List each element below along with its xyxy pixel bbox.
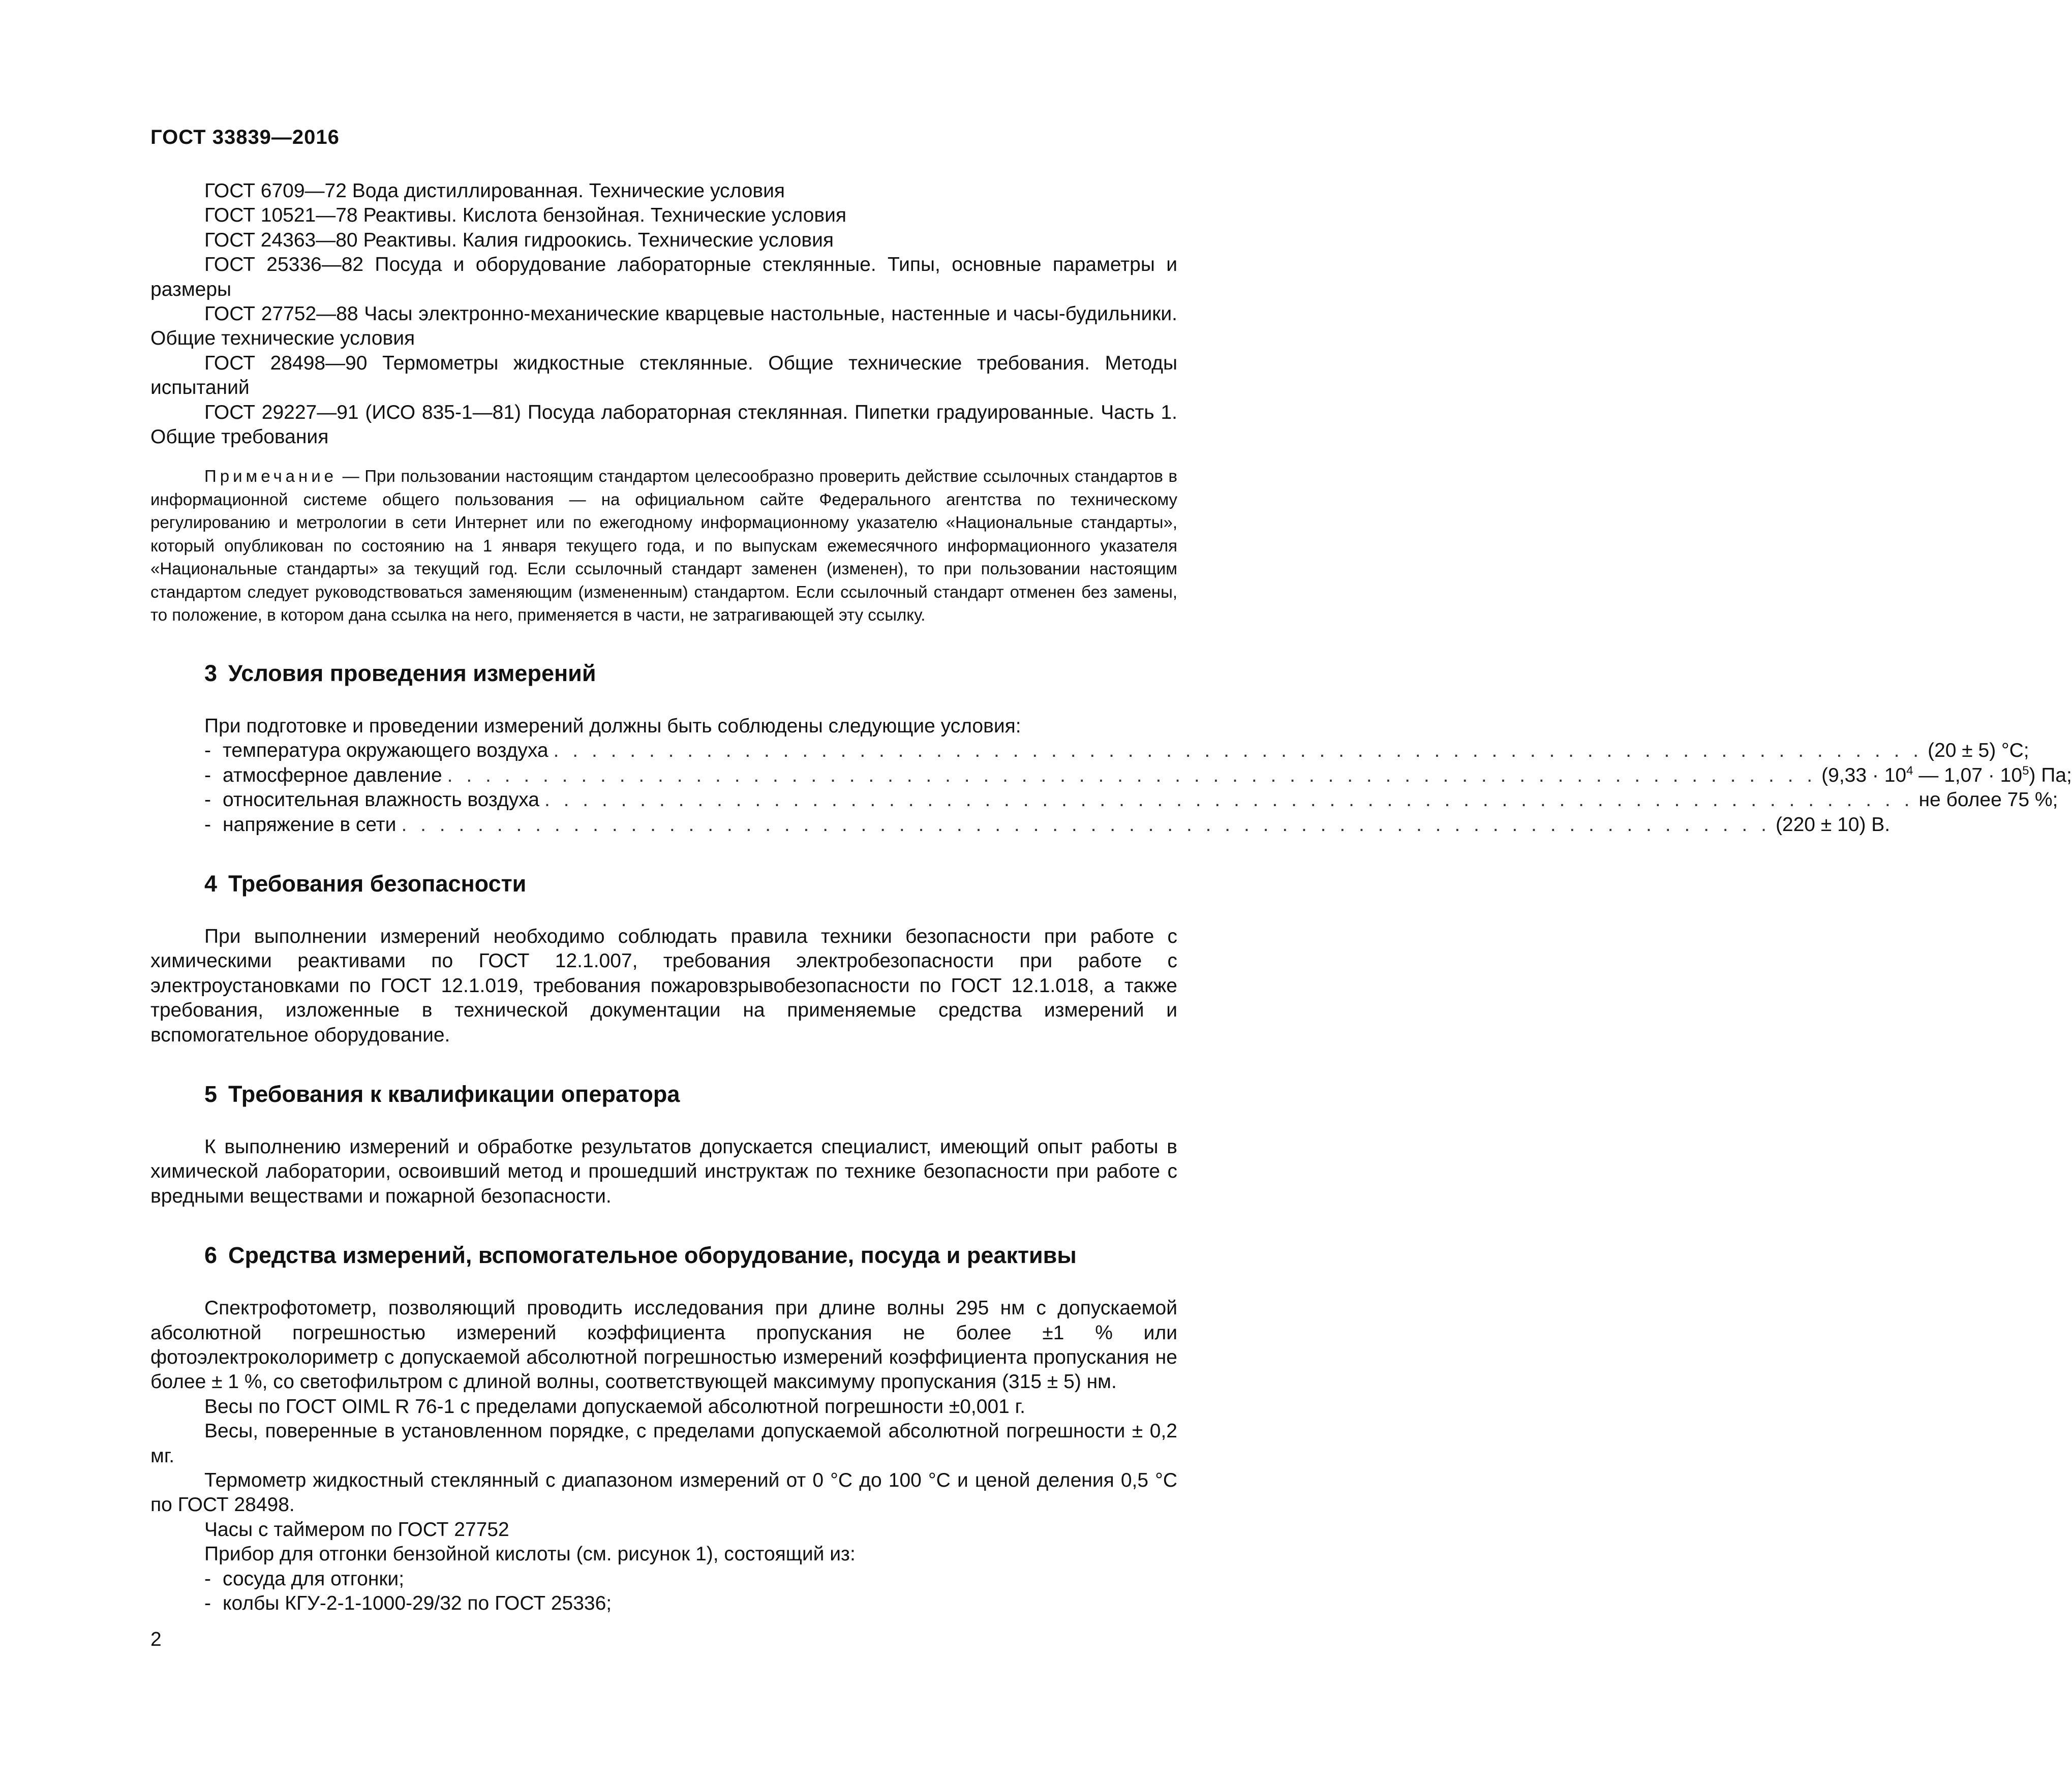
leader-dots: . . . . . . . . . . . . . . . . . . . . . . . . . . . . . . . . . . . . . . . . . . . . . . . . . . . . . . . . . . . . . . . . . . . . . . . . <box>544 789 1914 811</box>
note-text: — При пользовании настоящим стандартом целесообразно проверить действие ссылочных стандартов в информационной системе общего пользования — на официальном сайте Федерального агентства по техническому регулированию и метрологии в сети Интернет или по ежегодному информационному указателю «Национальные стандарты», который опубликован по состоянию на 1 января текущего года, и по выпускам ежемесячного информационного указателя «Национальные стандарты» за текущий год. Если ссылочный стандарт заменен (изменен), то при пользовании настоящим стандартом следует руководствоваться заменяющим (измененным) стандартом. Если ссылочный стандарт отменен без замены, то положение, в котором дана ссылка на него, применяется в части, не затрагивающей эту ссылку. <box>150 467 1177 625</box>
condition-value: (220 ± 10) В. <box>1775 813 1891 836</box>
list-dash: - <box>204 813 211 836</box>
leader-dots: . . . . . . . . . . . . . . . . . . . . . . . . . . . . . . . . . . . . . . . . . . . . . . . . . . . . . . . . . . . . . . . . . . . . . . . . <box>447 764 1817 786</box>
section-4-text: При выполнении измерений необходимо соблюдать правила техники безопасности при работе с химическими реактивами по ГОСТ 12.1.007, требования электробезопасности при работе с электроустановками по ГОСТ 12.1.019, требования пожаровзрывобезопасности по ГОСТ 12.1.018, а также требования, изложенные в технической документации на применяемые средства измерений и вспомогательное оборудование. <box>150 925 1177 1046</box>
note-paragraph <box>150 465 1177 627</box>
reference-item: ГОСТ 24363—80 Реактивы. Калия гидроокись. Технические условия <box>204 229 834 251</box>
condition-item <box>150 813 1891 837</box>
value-part: (9,33 · 10 <box>1821 764 1907 786</box>
condition-label: напряжение в сети <box>223 813 397 836</box>
section-number: 3 <box>204 660 218 686</box>
list-item <box>150 1567 1177 1591</box>
section-6-paragraph: Весы по ГОСТ OIML R 76-1 с пределами допускаемой абсолютной погрешности ±0,001 г. <box>204 1395 1025 1418</box>
reference-item: ГОСТ 27752—88 Часы электронно-механические кварцевые настольные, настенные и часы-будильники. Общие технические условия <box>150 303 1177 350</box>
page-number: 2 <box>150 1628 162 1650</box>
note-label: Примечание <box>204 467 338 486</box>
list-item-text: сосуда для отгонки; <box>223 1567 405 1590</box>
reference-item: ГОСТ 25336—82 Посуда и оборудование лабораторные стеклянные. Типы, основные параметры и размеры <box>150 254 1177 300</box>
section-title: Условия проведения измерений <box>228 660 596 686</box>
list-dash: - <box>204 789 211 811</box>
reference-item: ГОСТ 6709—72 Вода дистиллированная. Технические условия <box>204 180 785 202</box>
section-number: 6 <box>204 1242 218 1269</box>
section-title: Требования к квалификации оператора <box>228 1081 680 1107</box>
condition-item <box>150 788 2058 812</box>
normative-references-list <box>150 179 1177 449</box>
leader-dots: . . . . . . . . . . . . . . . . . . . . . . . . . . . . . . . . . . . . . . . . . . . . . . . . . . . . . . . . . . . . . . . . . . . . . . . . <box>553 740 1923 762</box>
section-6-paragraph: Термометр жидкостный стеклянный с диапазоном измерений от 0 °C до 100 °C и ценой деления 0,5 °C по ГОСТ 28498. <box>150 1469 1177 1516</box>
section-6-paragraph: Часы с таймером по ГОСТ 27752 <box>204 1518 509 1541</box>
condition-value: не более 75 %; <box>1918 789 2058 811</box>
reference-item: ГОСТ 29227—91 (ИСО 835-1—81) Посуда лабораторная стеклянная. Пипетки градуированные. Часть 1. Общие требования <box>150 401 1177 448</box>
list-dash: - <box>204 1592 211 1615</box>
section-5-text: К выполнению измерений и обработке результатов допускается специалист, имеющий опыт работы в химической лаборатории, освоивший метод и прошедший инструктаж по технике безопасности при работе с вредными веществами и пожарной безопасности. <box>150 1135 1177 1207</box>
section-6-paragraph: Спектрофотометр, позволяющий проводить исследования при длине волны 295 нм с допускаемой абсолютной погрешностью измерений коэффициента пропускания не более ±1 % или фотоэлектроколориметр с допускаемой абсолютной погрешностью измерений коэффициента пропускания не более ± 1 %, со светофильтром с длиной волны, соответствующей максимуму пропускания (315 ± 5) нм. <box>150 1297 1177 1393</box>
section-4-heading <box>204 870 1177 898</box>
condition-label: относительная влажность воздуха <box>223 789 539 811</box>
section-3-heading <box>204 659 1177 688</box>
section-6-heading <box>204 1241 1177 1270</box>
section-title: Средства измерений, вспомогательное оборудование, посуда и реактивы <box>228 1242 1077 1269</box>
value-part: ) Па; <box>2029 764 2072 786</box>
section-6-paragraph: Прибор для отгонки бензойной кислоты (см. рисунок 1), состоящий из: <box>204 1543 856 1565</box>
exponent: 4 <box>1906 763 1913 778</box>
condition-value <box>1821 763 2072 788</box>
section-6-paragraph: Весы, поверенные в установленном порядке, с пределами допускаемой абсолютной погрешности ± 0,2 мг. <box>150 1420 1177 1467</box>
section-number: 5 <box>204 1081 218 1107</box>
section-5-heading <box>204 1080 1177 1109</box>
document-header: ГОСТ 33839—2016 <box>150 126 340 148</box>
section-number: 4 <box>204 870 218 897</box>
list-item-text: колбы КГУ-2-1-1000-29/32 по ГОСТ 25336; <box>223 1592 612 1615</box>
list-item <box>150 1591 1177 1616</box>
conditions-intro: При подготовке и проведении измерений должны быть соблюдены следующие условия: <box>204 715 1021 737</box>
list-dash: - <box>204 1567 211 1590</box>
exponent: 5 <box>2022 763 2029 778</box>
reference-item: ГОСТ 28498—90 Термометры жидкостные стеклянные. Общие технические требования. Методы испытаний <box>150 352 1177 399</box>
condition-label: температура окружающего воздуха <box>223 740 549 762</box>
condition-label: атмосферное давление <box>223 764 442 786</box>
list-dash: - <box>204 740 211 762</box>
list-dash: - <box>204 764 211 786</box>
reference-item: ГОСТ 10521—78 Реактивы. Кислота бензойная. Технические условия <box>204 204 846 227</box>
leader-dots: . . . . . . . . . . . . . . . . . . . . . . . . . . . . . . . . . . . . . . . . . . . . . . . . . . . . . . . . . . . . . . . . . . . . . . . . <box>401 813 1771 836</box>
condition-value: (20 ± 5) °C; <box>1928 740 2029 762</box>
value-part: — 1,07 · 10 <box>1913 764 2023 786</box>
section-title: Требования безопасности <box>228 870 527 897</box>
condition-item <box>150 739 2029 763</box>
